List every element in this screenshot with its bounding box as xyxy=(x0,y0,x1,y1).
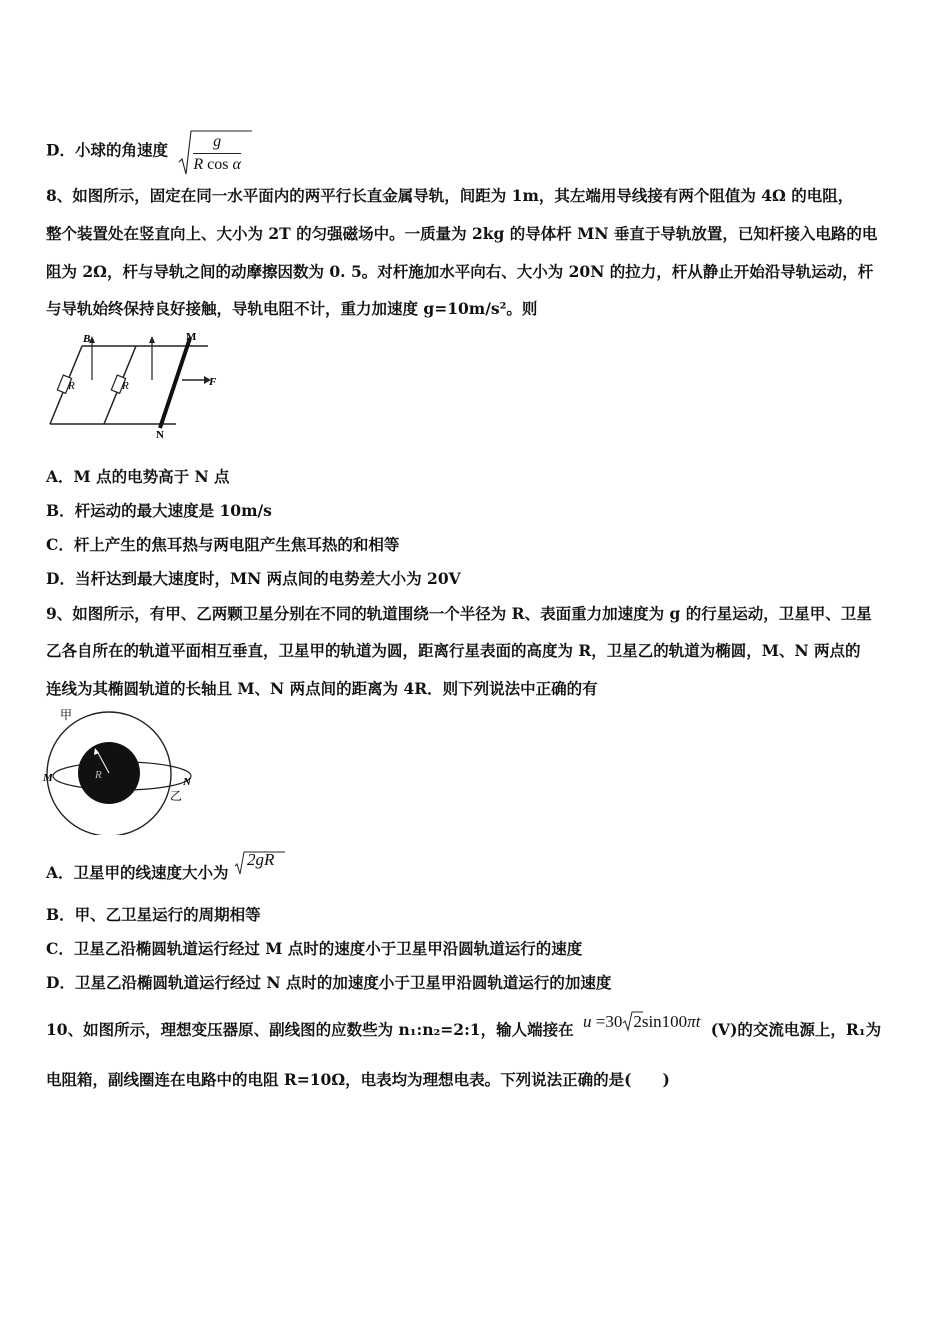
q9-option-b: B．甲、乙卫星运行的周期相等 xyxy=(46,905,261,924)
q10-line1-post: (V)的交流电源上，R₁为 xyxy=(710,1020,882,1039)
formula-den-alpha: α xyxy=(232,156,241,173)
q8-stem-line-4: 与导轨始终保持良好接触，导轨电阻不计，重力加速度 g=10m/s²。则 xyxy=(46,299,538,318)
label-N: N xyxy=(183,776,191,788)
q7-option-d-formula xyxy=(177,128,241,175)
q9-option-c: C．卫星乙沿椭圆轨道运行经过 M 点时的速度小于卫星甲沿圆轨道运行的速度 xyxy=(46,939,583,958)
q8-option-c: C．杆上产生的焦耳热与两电阻产生焦耳热的和相等 xyxy=(46,535,400,554)
formula-den-cos: cos xyxy=(207,156,229,173)
q9-option-a-formula xyxy=(234,850,286,884)
formula-numerator: g xyxy=(193,132,241,154)
sqrt-content: 2gR xyxy=(246,850,275,869)
q7-option-d xyxy=(46,128,241,175)
q8-rail-figure xyxy=(46,328,222,440)
q9-stem-line-3: 连线为其椭圆轨道的长轴且 M、N 两点间的距离为 4R．则下列说法中正确的有 xyxy=(46,679,598,698)
q8-option-d: D．当杆达到最大速度时，MN 两点间的电势差大小为 20V xyxy=(46,569,461,588)
label-F: F xyxy=(209,376,217,388)
q8-stem-line-3: 阻为 2Ω，杆与导轨之间的动摩擦因数为 0. 5。对杆施加水平向右、大小为 20N 的拉力，杆从静止开始沿导轨运动，杆 xyxy=(46,262,874,281)
label-M: M xyxy=(43,772,53,784)
q9-option-d: D．卫星乙沿椭圆轨道运行经过 N 点时的加速度小于卫星甲沿圆轨道运行的加速度 xyxy=(46,973,612,992)
q10-line1-pre: 10、如图所示，理想变压器原、副线图的应数些为 n₁:n₂=2:1，输人端接在 xyxy=(46,1020,574,1039)
label-yi: 乙 xyxy=(170,789,183,803)
label-N: N xyxy=(156,429,164,440)
label-M: M xyxy=(186,331,197,343)
q10-formula xyxy=(583,1012,705,1031)
label-B: B xyxy=(83,333,91,345)
label-R2: R xyxy=(122,380,129,392)
formula-den-r: R xyxy=(193,156,204,173)
q10-stem-line-2: 电阻箱，副线圈连在电路中的电阻 R=10Ω，电表均为理想电表。下列说法正确的是( ) xyxy=(46,1070,670,1089)
sqrt-sign-icon xyxy=(622,1010,644,1032)
q9-option-a xyxy=(46,850,286,884)
formula-root: 2 xyxy=(633,1012,642,1031)
q9-stem-line-1: 9、如图所示，有甲、乙两颗卫星分别在不同的轨道围绕一个半径为 R、表面重力加速度为 g 的行星运动，卫星甲、卫星 xyxy=(46,604,872,623)
formula-u: u xyxy=(583,1012,592,1031)
q8-option-b: B．杆运动的最大速度是 10m/s xyxy=(46,501,272,520)
q9-stem-line-2: 乙各自所在的轨道平面相互垂直，卫星甲的轨道为圆，距离行星表面的高度为 R，卫星乙的轨道为椭圆，M、N 两点的 xyxy=(46,641,861,660)
q7-option-d-text: D．小球的角速度 xyxy=(46,140,168,160)
formula-t: t xyxy=(695,1012,701,1031)
q8-option-a: A．M 点的电势高于 N 点 xyxy=(46,467,230,486)
formula-eq: =30 xyxy=(595,1012,623,1031)
formula-sin: sin100 xyxy=(641,1012,688,1031)
q8-stem-line-1: 8、如图所示，固定在同一水平面内的两平行长直金属导轨，间距为 1m，其左端用导线接有两个阻值为 4Ω 的电阻， xyxy=(46,186,854,205)
q9-option-a-text: A．卫星甲的线速度大小为 xyxy=(46,863,229,882)
label-R: R xyxy=(95,769,102,781)
q8-stem-line-2: 整个装置处在竖直向上、大小为 2T 的匀强磁场中。一质量为 2kg 的导体杆 MN 垂直于导轨放置，已知杆接入电路的电 xyxy=(46,224,878,243)
label-R1: R xyxy=(68,380,75,392)
q9-orbit-figure xyxy=(40,705,200,835)
label-jia: 甲 xyxy=(60,708,73,722)
q10-stem-line-1 xyxy=(46,1012,882,1040)
formula-pi: π xyxy=(687,1012,696,1031)
